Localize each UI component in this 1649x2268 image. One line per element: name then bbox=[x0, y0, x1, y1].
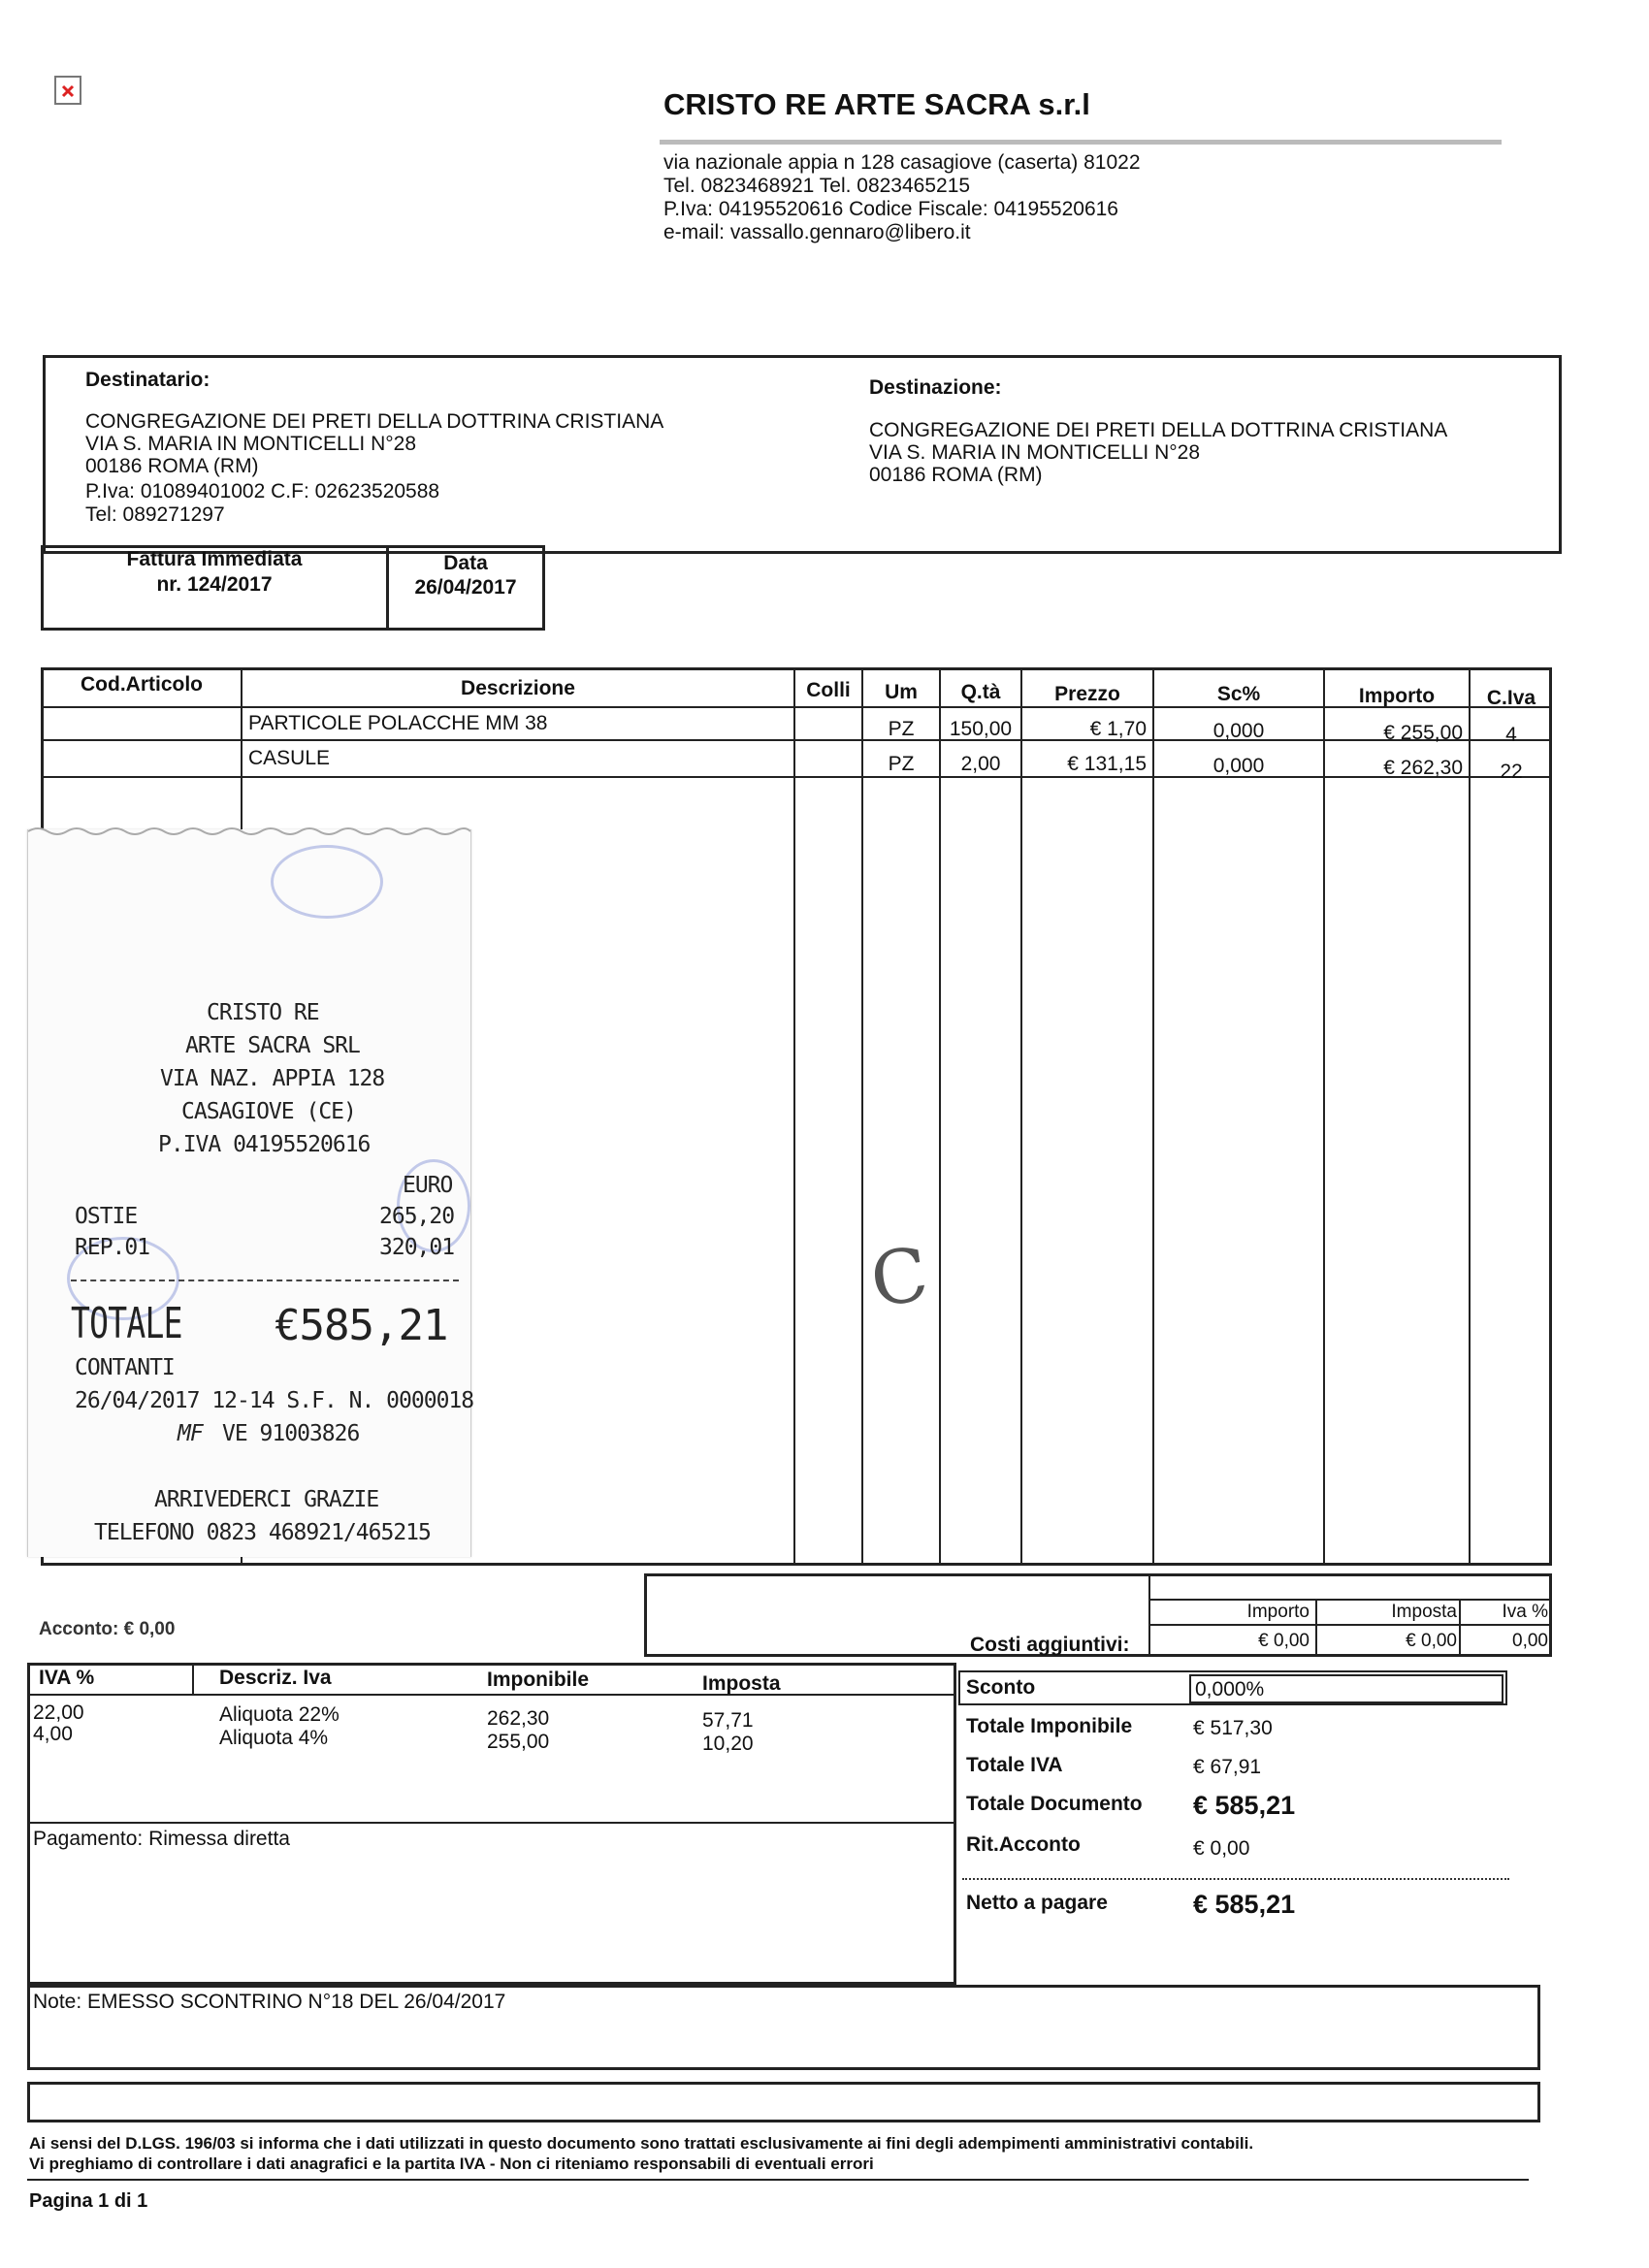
vat-pct: 22,00 bbox=[33, 1701, 84, 1724]
receipt-line4: CASAGIOVE (CE) bbox=[181, 1099, 356, 1124]
recipient-line1: CONGREGAZIONE DEI PRETI DELLA DOTTRINA CRISTIANA bbox=[85, 410, 664, 433]
col-divider bbox=[1152, 667, 1154, 1566]
costs-imposta-label: Imposta bbox=[1391, 1602, 1457, 1622]
recipient-line3: 00186 ROMA (RM) bbox=[85, 455, 259, 477]
totals-iva-label: Totale IVA bbox=[966, 1754, 1063, 1776]
footer-privacy-line1: Ai sensi del D.LGS. 196/03 si informa che i dati utilizzati in questo documento sono trattati esclusivamente ai fini degli adempimenti amministrativi contabili. bbox=[29, 2134, 1254, 2153]
col-divider bbox=[939, 667, 941, 1566]
item-price: € 131,15 bbox=[1067, 753, 1147, 775]
recipient-line5: Tel: 089271297 bbox=[85, 503, 225, 526]
vat-body-rule bbox=[27, 1822, 956, 1824]
receipt-torn-edge bbox=[28, 824, 470, 835]
receipt-currency: EURO bbox=[403, 1173, 453, 1198]
extra-box bbox=[27, 2082, 1540, 2122]
receipt-item2-name: REP.01 bbox=[75, 1235, 150, 1260]
item-qty: 150,00 bbox=[949, 718, 1013, 740]
receipt-greeting: ARRIVEDERCI GRAZIE bbox=[154, 1487, 379, 1512]
handwritten-mark: C bbox=[865, 1230, 934, 1324]
col-header-price: Prezzo bbox=[1054, 683, 1120, 705]
item-price: € 1,70 bbox=[1089, 718, 1147, 740]
col-divider bbox=[1469, 667, 1471, 1566]
invoice-date-label: Data bbox=[443, 552, 488, 574]
item-disc: 0,000 bbox=[1212, 720, 1265, 742]
vat-desc: Aliquota 4% bbox=[219, 1727, 329, 1749]
recipient-line2: VIA S. MARIA IN MONTICELLI N°28 bbox=[85, 433, 416, 455]
company-piva: P.Iva: 04195520616 Codice Fiscale: 04195520616 bbox=[663, 198, 1118, 220]
totals-netto-label: Netto a pagare bbox=[966, 1892, 1108, 1914]
recipient-label: Destinatario: bbox=[85, 369, 210, 391]
totals-documento-label: Totale Documento bbox=[966, 1793, 1143, 1815]
vat-base: 255,00 bbox=[487, 1731, 550, 1753]
vat-header-rule bbox=[27, 1694, 956, 1696]
totals-sconto: 0,000% bbox=[1195, 1678, 1265, 1701]
item-qty: 2,00 bbox=[960, 753, 1001, 775]
recipient-line4: P.Iva: 01089401002 C.F: 02623520588 bbox=[85, 480, 440, 502]
vat-tax: 10,20 bbox=[702, 1733, 754, 1755]
vat-header-pct: IVA % bbox=[39, 1667, 95, 1689]
payment-method: Pagamento: Rimessa diretta bbox=[33, 1828, 290, 1850]
item-um: PZ bbox=[888, 753, 915, 775]
vat-pct: 4,00 bbox=[33, 1723, 73, 1745]
costs-label: Costi aggiuntivi: bbox=[970, 1634, 1130, 1656]
costs-iva: 0,00 bbox=[1512, 1631, 1548, 1651]
costs-iva-label: Iva % bbox=[1502, 1602, 1548, 1622]
broken-image-icon bbox=[54, 76, 81, 105]
col-header-colli: Colli bbox=[806, 679, 851, 701]
totals-imponibile-label: Totale Imponibile bbox=[966, 1715, 1133, 1737]
vat-base: 262,30 bbox=[487, 1707, 550, 1730]
col-header-disc: Sc% bbox=[1216, 683, 1261, 705]
receipt-line3: VIA NAZ. APPIA 128 bbox=[160, 1066, 385, 1091]
col-divider bbox=[1323, 667, 1325, 1566]
vat-col-divider bbox=[192, 1663, 194, 1694]
receipt-item2-value: 320,01 bbox=[379, 1235, 455, 1260]
company-tel: Tel. 0823468921 Tel. 0823465215 bbox=[663, 175, 971, 197]
item-iva: 22 bbox=[1500, 761, 1523, 783]
item-iva: 4 bbox=[1505, 724, 1517, 746]
receipt-total-value: €585,21 bbox=[275, 1301, 448, 1350]
destination-line1: CONGREGAZIONE DEI PRETI DELLA DOTTRINA CRISTIANA bbox=[869, 419, 1448, 441]
costs-imposta: € 0,00 bbox=[1406, 1631, 1457, 1651]
vat-desc: Aliquota 22% bbox=[219, 1703, 340, 1726]
col-header-desc: Descrizione bbox=[461, 677, 575, 699]
item-um: PZ bbox=[888, 718, 915, 740]
col-header-code: Cod.Articolo bbox=[81, 673, 203, 696]
col-header-um: Um bbox=[885, 681, 918, 703]
footer-privacy-line2: Vi preghiamo di controllare i dati anagrafici e la partita IVA - Non ci riteniamo responsabili di eventuali errori bbox=[29, 2155, 874, 2173]
vat-header-tax: Imposta bbox=[702, 1672, 781, 1695]
receipt-datetime: 26/04/2017 12-14 S.F. N. 0000018 bbox=[75, 1388, 474, 1413]
item-disc: 0,000 bbox=[1212, 755, 1265, 777]
receipt-mf-logo: MF bbox=[178, 1421, 203, 1446]
receipt-payment: CONTANTI bbox=[75, 1355, 175, 1380]
item-amount: € 255,00 bbox=[1383, 722, 1463, 744]
footer-rule bbox=[27, 2179, 1529, 2181]
destination-label: Destinazione: bbox=[869, 376, 1002, 399]
page-number: Pagina 1 di 1 bbox=[29, 2190, 148, 2212]
destination-line3: 00186 ROMA (RM) bbox=[869, 464, 1043, 486]
costs-importo: € 0,00 bbox=[1258, 1631, 1310, 1651]
company-email: e-mail: vassallo.gennaro@libero.it bbox=[663, 221, 971, 243]
invoice-type: Fattura Immediata bbox=[126, 548, 303, 570]
receipt-phone: TELEFONO 0823 468921/465215 bbox=[94, 1520, 431, 1545]
item-desc: PARTICOLE POLACCHE MM 38 bbox=[248, 712, 548, 734]
col-header-amount: Importo bbox=[1358, 685, 1436, 707]
totals-documento: € 585,21 bbox=[1193, 1791, 1296, 1820]
company-name: CRISTO RE ARTE SACRA s.r.l bbox=[663, 87, 1090, 121]
receipt-item1-name: OSTIE bbox=[75, 1204, 138, 1229]
invoice-number: nr. 124/2017 bbox=[156, 573, 273, 596]
col-header-qty: Q.tà bbox=[960, 681, 1001, 703]
totals-imponibile: € 517,30 bbox=[1193, 1717, 1273, 1739]
item-amount: € 262,30 bbox=[1383, 757, 1463, 779]
totals-sconto-label: Sconto bbox=[966, 1676, 1036, 1699]
destination-line2: VIA S. MARIA IN MONTICELLI N°28 bbox=[869, 441, 1200, 464]
vat-tax: 57,71 bbox=[702, 1709, 754, 1732]
header-rule bbox=[660, 140, 1502, 145]
totals-dotted-rule bbox=[962, 1878, 1509, 1880]
receipt-mf: VE 91003826 bbox=[222, 1421, 360, 1446]
col-divider bbox=[1020, 667, 1022, 1566]
totals-acconto-label: Rit.Acconto bbox=[966, 1833, 1081, 1856]
col-divider bbox=[861, 667, 863, 1566]
vat-header-base: Imponibile bbox=[487, 1669, 589, 1691]
item-desc: CASULE bbox=[248, 747, 331, 769]
vat-header-desc: Descriz. Iva bbox=[219, 1667, 332, 1689]
receipt-dash-rule bbox=[71, 1280, 459, 1281]
receipt-line2: ARTE SACRA SRL bbox=[185, 1033, 360, 1058]
receipt-line1: CRISTO RE bbox=[207, 1000, 319, 1025]
receipt-item1-value: 265,20 bbox=[379, 1204, 455, 1229]
company-address: via nazionale appia n 128 casagiove (caserta) 81022 bbox=[663, 151, 1141, 174]
invoice-date: 26/04/2017 bbox=[414, 576, 517, 599]
totals-netto: € 585,21 bbox=[1193, 1890, 1296, 1919]
receipt bbox=[27, 829, 474, 1557]
col-divider bbox=[793, 667, 795, 1566]
costs-rule bbox=[1148, 1624, 1552, 1626]
notes-text: Note: EMESSO SCONTRINO N°18 DEL 26/04/2017 bbox=[33, 1991, 506, 2013]
totals-iva: € 67,91 bbox=[1193, 1756, 1262, 1778]
receipt-line5: P.IVA 04195520616 bbox=[158, 1132, 371, 1157]
col-header-iva: C.Iva bbox=[1486, 687, 1536, 709]
costs-importo-label: Importo bbox=[1246, 1602, 1310, 1622]
watermark-logo bbox=[271, 845, 383, 919]
totals-acconto: € 0,00 bbox=[1193, 1837, 1250, 1860]
receipt-total-label: TOTALE bbox=[71, 1299, 182, 1348]
acconto: Acconto: € 0,00 bbox=[39, 1619, 176, 1639]
